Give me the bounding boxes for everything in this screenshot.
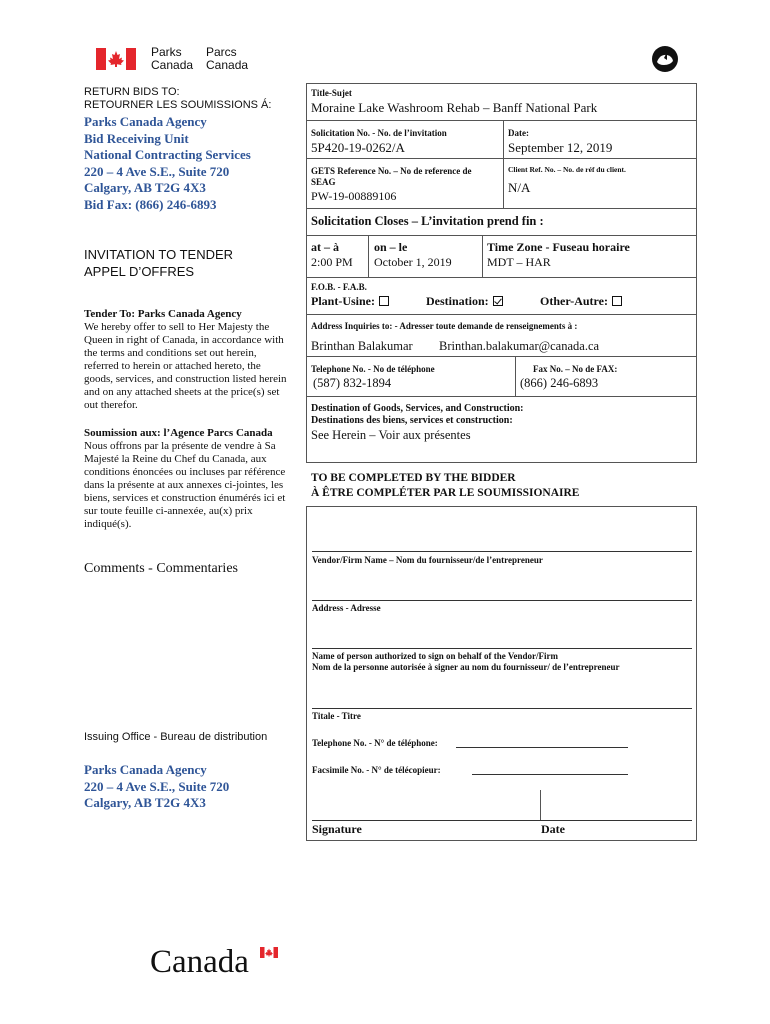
soumission-text-line: sur toute feuille ci-annexée, au(x) prix (84, 505, 253, 517)
return-bids-label-fr: RETOURNER LES SOUMISSIONS Á: (84, 99, 272, 111)
return-bids-block (84, 86, 304, 213)
solicitation-value: 5P420-19-0262/A (311, 140, 405, 155)
tender-to-text-line: Queen in right of Canada, in accordance with (84, 334, 284, 346)
issuing-address-line: 220 – 4 Ave S.E., Suite 720 (84, 778, 230, 794)
other-autre-label: Other-Autre: (540, 294, 608, 308)
soumission-text-line: Nous offrons par la présente de vendre à Sa (84, 440, 276, 452)
canada-wordmark (150, 944, 280, 984)
issuing-address-line: Calgary, AB T2G 4X3 (84, 795, 206, 810)
destination-label: Destination: (426, 294, 489, 308)
other-autre-option[interactable] (540, 294, 622, 309)
issuing-address-line: Parks Canada Agency (84, 762, 207, 777)
gets-label-line: GETS Reference No. – No de reference de (311, 166, 472, 176)
bidder-heading-en: TO BE COMPLETED BY THE BIDDER (311, 472, 516, 484)
plant-usine-option[interactable] (311, 294, 389, 309)
on-value: October 1, 2019 (374, 255, 452, 269)
client-ref-value: N/A (508, 180, 531, 195)
tender-to-label: Tender To: Parks Canada Agency (84, 308, 242, 320)
authorized-person-label-en: Name of person authorized to sign on behalf of the Vendor/Firm (312, 651, 558, 661)
plant-usine-checkbox[interactable] (379, 296, 389, 306)
soumission-label: Soumission aux: l’Agence Parcs Canada (84, 427, 273, 439)
tender-to-text-line: out therefor. (84, 399, 138, 411)
return-address-line: Parks Canada Agency (84, 114, 207, 129)
tender-to-text-line: and on any attached sheets at the price(s) set (84, 386, 280, 398)
date-sign-label: Date (541, 822, 565, 836)
destination-checkbox-checked[interactable] (493, 296, 503, 306)
soumission-text-line: dans la présente at aux annexes ci-jointes, les (84, 479, 284, 491)
title-label: Title-Sujet (311, 88, 352, 98)
fob-label: F.O.B. - F.A.B. (311, 282, 367, 292)
at-label: at – à (311, 240, 339, 254)
address-line[interactable] (312, 600, 692, 601)
gets-label-line: SEAG (311, 177, 336, 187)
date-label: Date: (508, 128, 529, 138)
vendor-name-label: Vendor/Firm Name – Nom du fournisseur/de l’entrepreneur (312, 555, 543, 565)
brand-en-2: Canada (151, 58, 194, 72)
soumission-text-line: indiqué(s). (84, 518, 132, 530)
authorized-person-line[interactable] (312, 648, 692, 649)
bidder-fax-line[interactable] (472, 774, 628, 775)
time-zone-label: Time Zone - Fuseau horaire (487, 240, 630, 254)
brand-en-1: Parks (151, 45, 182, 59)
tender-to-text-line: We hereby offer to sell to Her Majesty the (84, 321, 270, 333)
destination-goods-value: See Herein – Voir aux présentes (311, 428, 471, 442)
return-address-line: Calgary, AB T2G 4X3 (84, 180, 206, 195)
brand-fr-1: Parcs (206, 45, 237, 59)
return-bids-label-en: RETURN BIDS TO: (84, 86, 180, 98)
tender-to-text-line: goods, services, and construction listed herein (84, 373, 287, 385)
soumission-text-line: conditions énoncées ou incluses par référence (84, 466, 286, 478)
bid-fax-line: Bid Fax: (866) 246-6893 (84, 196, 217, 212)
invitation-title-fr: APPEL D’OFFRES (84, 264, 195, 279)
time-zone-value: MDT – HAR (487, 255, 551, 269)
fax-label: Fax No. – No de FAX: (533, 364, 618, 374)
beaver-emblem-icon (650, 44, 680, 74)
return-address-line: 220 – 4 Ave S.E., Suite 720 (84, 163, 230, 179)
return-address-line: Bid Receiving Unit (84, 130, 189, 146)
parks-canada-logo (96, 46, 256, 74)
bidder-heading-fr: À ÊTRE COMPLÉTER PAR LE SOUMISSIONAIRE (311, 487, 580, 499)
bidder-fax-label: Facsimile No. - N° de télécopieur: (312, 765, 441, 775)
solicitation-label: Solicitation No. - No. de l’invitation (311, 128, 447, 138)
destination-option[interactable] (426, 294, 503, 309)
brand-fr-2: Canada (206, 58, 249, 72)
at-value: 2:00 PM (311, 255, 353, 269)
bidder-phone-line[interactable] (456, 747, 628, 748)
other-autre-checkbox[interactable] (612, 296, 622, 306)
invitation-title-en: INVITATION TO TENDER (84, 247, 234, 262)
authorized-person-label-fr: Nom de la personne autorisée à signer au nom du fournisseur/ de l’entrepreneur (312, 662, 620, 672)
wordmark-flag-icon (260, 947, 278, 958)
vendor-name-line[interactable] (312, 551, 692, 552)
plant-usine-label: Plant-Usine: (311, 294, 375, 308)
return-address-line: National Contracting Services (84, 147, 251, 162)
titale-label: Titale - Titre (312, 711, 361, 721)
solicitation-closes-label: Solicitation Closes – L’invitation prend fin : (311, 214, 544, 228)
date-value: September 12, 2019 (508, 140, 613, 155)
soumission-text-line: biens, services et construction énumérés ici et (84, 492, 286, 504)
contact-email: Brinthan.balakumar@canada.ca (439, 339, 600, 353)
contact-name: Brinthan Balakumar (311, 339, 413, 353)
canada-flag-icon (96, 48, 136, 70)
soumission-text-line: Majesté la Reine du Chef du Canada, aux (84, 453, 267, 465)
issuing-office-label: Issuing Office - Bureau de distribution (84, 731, 268, 743)
title-value: Moraine Lake Washroom Rehab – Banff National Park (311, 100, 598, 115)
on-label: on – le (374, 240, 408, 254)
fax-value: (866) 246-6893 (520, 376, 599, 390)
signature-date-line[interactable] (312, 820, 692, 821)
destination-goods-label-fr: Destinations des biens, services et construction: (311, 415, 513, 426)
telephone-label: Telephone No. - No de téléphone (311, 364, 435, 374)
address-label: Address - Adresse (312, 603, 381, 613)
tender-to-text-line: referred to herein or attached hereto, the (84, 360, 261, 372)
client-ref-label: Client Ref. No. – No. de réf du client. (508, 165, 626, 174)
canada-wordmark-text: Canada (150, 944, 249, 980)
tender-to-text-line: the terms and conditions set out herein, (84, 347, 257, 359)
comments-label: Comments - Commentaries (84, 561, 238, 576)
telephone-value: (587) 832-1894 (313, 376, 392, 390)
signature-label: Signature (312, 822, 362, 836)
gets-value: PW-19-00889106 (311, 189, 397, 203)
destination-goods-label-en: Destination of Goods, Services, and Construction: (311, 403, 524, 414)
bidder-phone-label: Telephone No. - N° de téléphone: (312, 738, 438, 748)
titale-line[interactable] (312, 708, 692, 709)
address-inquiries-label: Address Inquiries to: - Adresser toute demande de renseignements à : (311, 321, 578, 331)
